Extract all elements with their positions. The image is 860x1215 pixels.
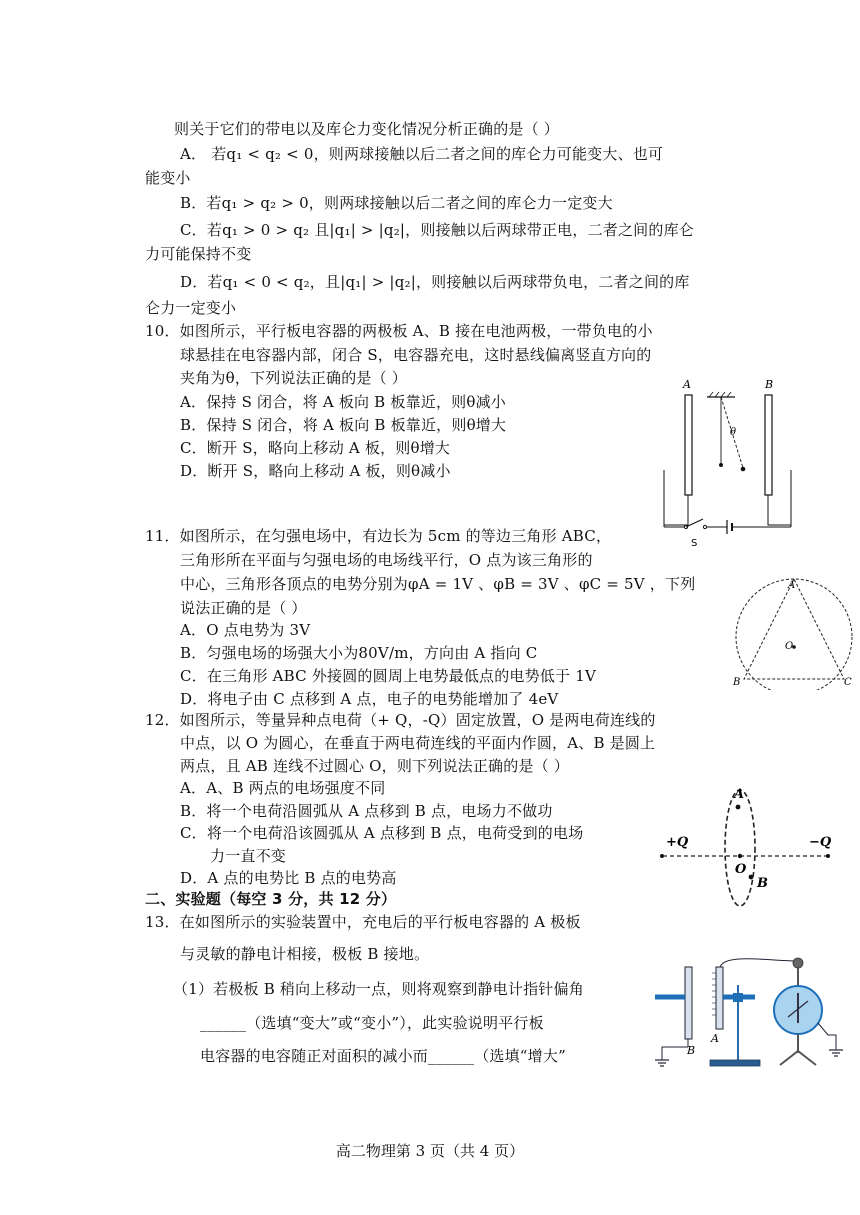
electrometer-knob xyxy=(793,958,803,968)
q9-option-b: B．若q₁ > q₂ > 0，则两球接触以后二者之间的库仑力一定变大 xyxy=(180,194,613,212)
equilateral-triangle xyxy=(744,579,844,679)
plate-a xyxy=(716,967,723,1029)
q10-stem-line3: 夹角为θ，下列说法正确的是（ ） xyxy=(180,369,408,387)
connecting-wire xyxy=(720,959,795,967)
plus-q-label: +Q xyxy=(666,835,689,850)
q12-option-d: D．A 点的电势比 B 点的电势高 xyxy=(180,869,397,887)
switch-lever xyxy=(686,519,703,527)
q9-option-d: D．若q₁ < 0 < q₂，且|q₁| > |q₂|，则接触以后两球带负电，二者之间的库 xyxy=(180,273,690,291)
q11-stem-line3: 中心，三角形各顶点的电势分别为φA = 1V 、φB = 3V 、φC = 5V ，下列 xyxy=(180,575,696,593)
q10-stem-line1: 10．如图所示，平行板电容器的两极板 A、B 接在电池两极，一带负电的小 xyxy=(145,322,653,340)
point-o xyxy=(738,854,742,858)
q9-option-c-cont: 力可能保持不变 xyxy=(145,245,252,263)
q13-stem-line2: 与灵敏的静电计相接，极板 B 接地。 xyxy=(180,945,430,963)
b-label: B xyxy=(757,876,768,891)
plate-b xyxy=(765,395,772,495)
q9-option-a-cont: 能变小 xyxy=(145,169,191,187)
point-a xyxy=(736,805,741,810)
vertex-c-label: C xyxy=(844,677,852,688)
q9-option-d-cont: 仑力一定变小 xyxy=(145,299,237,317)
section-heading: 二、实验题（每空 3 分，共 12 分） xyxy=(145,890,397,908)
vertex-a-label: A xyxy=(788,580,796,591)
plate-a-label: A xyxy=(711,1032,719,1045)
q13-sub1-line1: （1）若极板 B 稍向上移动一点，则将观察到静电计指针偏角 xyxy=(173,980,584,998)
q10-option-d: D．断开 S，略向上移动 A 板，则θ减小 xyxy=(180,462,451,480)
q9-stem: 则关于它们的带电以及库仑力变化情况分析正确的是（ ） xyxy=(174,120,559,138)
dipole-circle-diagram xyxy=(655,780,835,910)
ground-wire-meter xyxy=(818,1023,836,1050)
triangle-circle-diagram xyxy=(730,575,858,690)
electrometer-apparatus-diagram xyxy=(650,955,850,1080)
plate-a-label: A xyxy=(683,378,691,391)
stand-base xyxy=(710,1060,760,1066)
q12-stem-line3: 两点，且 AB 连线不过圆心 O，则下列说法正确的是（ ） xyxy=(180,757,570,775)
q10-stem-line2: 球悬挂在电容器内部，闭合 S，电容器充电，这时悬线偏离竖直方向的 xyxy=(180,346,652,364)
q13-sub1-line3: 电容器的电容随正对面积的减小而______（选填“增大” xyxy=(200,1047,566,1065)
vertex-b-label: B xyxy=(733,677,741,688)
point-b xyxy=(749,875,754,880)
positive-charge-point xyxy=(660,854,664,858)
ground-wire-b xyxy=(662,1047,688,1060)
switch-label: S xyxy=(691,538,698,549)
theta-label: θ xyxy=(730,427,737,438)
q13-stem-line1: 13．在如图所示的实验装置中，充电后的平行板电容器的 A 极板 xyxy=(145,913,581,931)
q11-stem-line2: 三角形所在平面与匀强电场的电场线平行，O 点为该三角形的 xyxy=(180,551,593,569)
q12-stem-line2: 中点，以 O 为圆心，在垂直于两电荷连线的平面内作圆，A、B 是圆上 xyxy=(180,734,656,752)
q11-option-c: C．在三角形 ABC 外接圆的圆周上电势最低点的电势低于 1V xyxy=(180,667,596,685)
a-label: A xyxy=(734,787,745,802)
q11-option-a: A．O 点电势为 3V xyxy=(180,621,311,639)
minus-q-label: −Q xyxy=(809,835,832,850)
q11-stem-line1: 11．如图所示，在匀强电场中，有边长为 5cm 的等边三角形 ABC， xyxy=(145,527,612,545)
q10-option-b: B．保持 S 闭合，将 A 板向 B 板靠近，则θ增大 xyxy=(180,416,507,434)
q12-option-a: A．A、B 两点的电场强度不同 xyxy=(180,779,386,797)
plate-a xyxy=(685,395,692,495)
q9-option-c: C．若q₁ > 0 > q₂ 且|q₁| > |q₂|，则接触以后两球带正电，二者之间的库仑 xyxy=(180,221,694,239)
q10-option-c: C．断开 S，略向上移动 A 板，则θ增大 xyxy=(180,439,451,457)
q12-option-c: C．将一个电荷沿该圆弧从 A 点移到 B 点，电荷受到的电场 xyxy=(180,824,584,842)
q12-option-b: B．将一个电荷沿圆弧从 A 点移到 B 点，电场力不做功 xyxy=(180,802,553,820)
charged-ball xyxy=(741,467,746,472)
capacitor-circuit-diagram xyxy=(655,375,800,555)
page-footer: 高二物理第 3 页（共 4 页） xyxy=(335,1142,525,1160)
electrometer-stand xyxy=(780,1051,816,1065)
circumcircle xyxy=(736,579,852,690)
q13-sub1-line2: ______（选填“变大”或“变小”），此实验说明平行板 xyxy=(200,1014,544,1032)
q11-option-b: B．匀强电场的场强大小为80V/m，方向由 A 指向 C xyxy=(180,644,538,662)
plate-b xyxy=(685,967,692,1039)
q11-option-d: D．将电子由 C 点移到 A 点，电子的电势能增加了 4eV xyxy=(180,690,559,708)
plate-b-label: B xyxy=(687,1044,696,1057)
ball-rest xyxy=(719,463,723,467)
o-label: O xyxy=(785,641,794,652)
q10-option-a: A．保持 S 闭合，将 A 板向 B 板靠近，则θ减小 xyxy=(180,393,507,411)
q12-option-c-cont: 力一直不变 xyxy=(210,847,287,865)
q11-stem-line4: 说法正确的是（ ） xyxy=(180,599,307,617)
plate-b-label: B xyxy=(765,378,774,391)
q9-option-a: A． 若q₁ < q₂ < 0，则两球接触以后二者之间的库仑力可能变大、也可 xyxy=(180,145,664,163)
q12-stem-line1: 12．如图所示，等量异种点电荷（+ Q，-Q）固定放置，O 是两电荷连线的 xyxy=(145,711,656,729)
negative-charge-point xyxy=(826,854,830,858)
o-label: O xyxy=(735,862,747,877)
